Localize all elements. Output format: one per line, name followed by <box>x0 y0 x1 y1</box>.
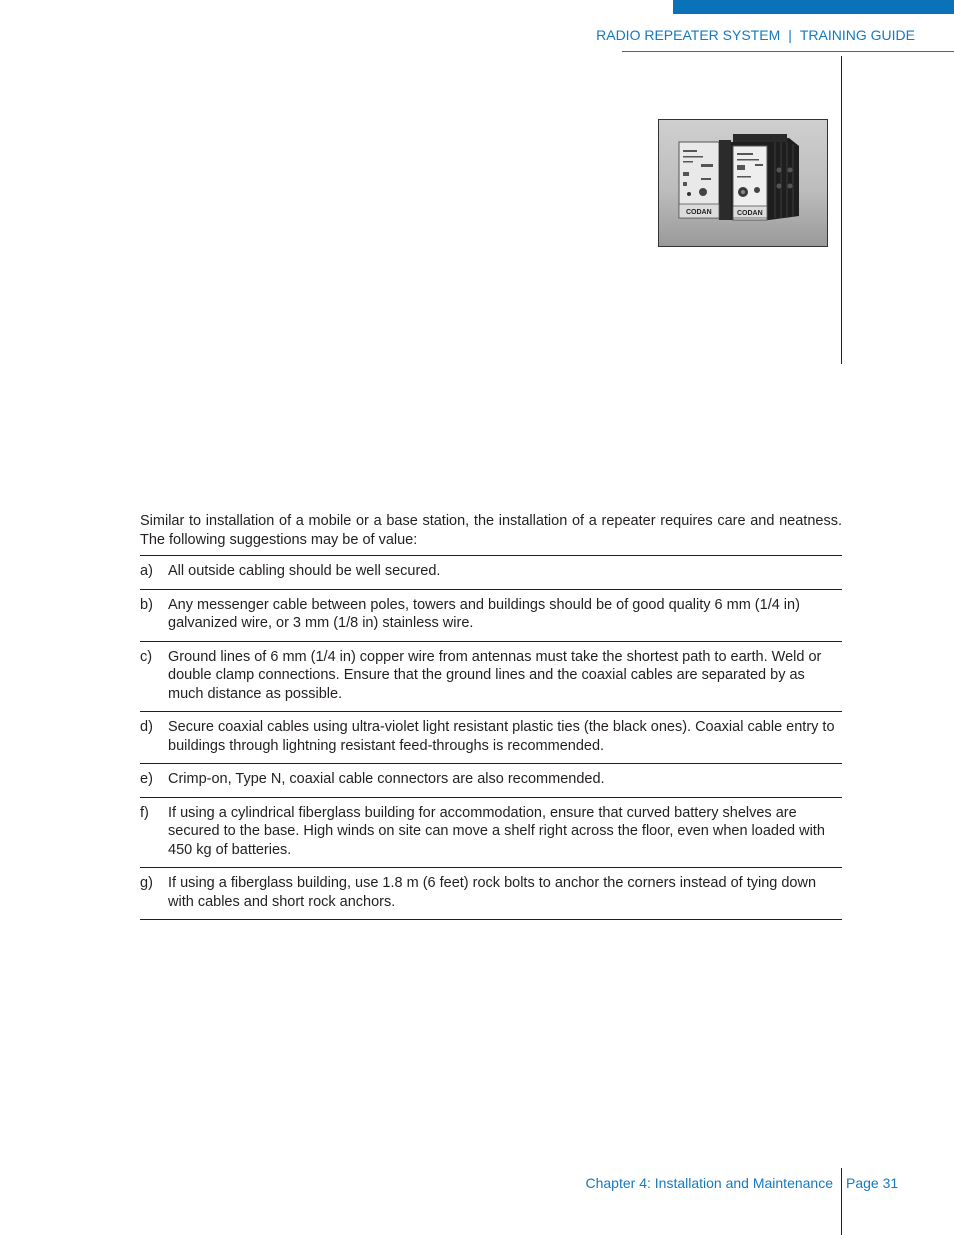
suggestions-list <box>140 555 842 920</box>
list-item-text: Secure coaxial cables using ultra-violet light resistant plastic ties (the black ones). Coaxial cable entry to buildings through lightning resistant feed-throughs is recommended. <box>168 719 835 754</box>
header-title: RADIO REPEATER SYSTEM <box>596 27 781 43</box>
left-unit-brand: CODAN <box>686 209 712 216</box>
footer-vertical-rule <box>841 1168 842 1235</box>
intro-paragraph: Similar to installation of a mobile or a base station, the installation of a repeater requires care and neatness. The following suggestions may be of value: <box>140 512 842 548</box>
list-item-marker: a) <box>140 563 153 579</box>
list-item-marker: c) <box>140 648 153 665</box>
list-item-marker: e) <box>140 771 153 787</box>
list-item-text: All outside cabling should be well secured. <box>168 563 441 579</box>
list-item-marker: f) <box>140 804 149 821</box>
header-separator: | <box>788 27 792 43</box>
repeater-equipment-photo <box>658 119 828 247</box>
running-header <box>560 27 915 43</box>
list-item-marker: g) <box>140 875 153 891</box>
list-item-text: Any messenger cable between poles, towers and buildings should be of good quality 6 mm (1/4 in) galvanized wire, or 3 mm (1/8 in) stainless wire. <box>168 596 800 631</box>
list-item <box>140 712 842 764</box>
list-item-text: If using a cylindrical fiberglass building for accommodation, ensure that curved battery shelves are secured to the base. High winds on site can move a shelf right across the floor, even when loaded with 450 kg of batteries. <box>168 804 825 858</box>
list-item <box>140 556 842 590</box>
header-rule <box>622 51 954 52</box>
list-item <box>140 590 842 642</box>
list-item-marker: d) <box>140 719 153 735</box>
list-item-text: Ground lines of 6 mm (1/4 in) copper wire from antennas must take the shortest path to earth. Weld or double clamp connections. Ensure that the ground lines and the coaxial cables are separated by as much distance as possible. <box>168 648 822 702</box>
repeater-units-illustration <box>659 120 827 246</box>
list-item-text: Crimp-on, Type N, coaxial cable connectors are also recommended. <box>168 771 605 787</box>
footer-chapter: Chapter 4: Installation and Maintenance <box>585 1175 833 1191</box>
header-subtitle: TRAINING GUIDE <box>799 27 915 43</box>
header-accent-bar <box>673 0 954 14</box>
list-item <box>140 798 842 869</box>
margin-vertical-rule <box>841 56 842 364</box>
list-item-text: If using a fiberglass building, use 1.8 m (6 feet) rock bolts to anchor the corners instead of tying down with cables and short rock anchors. <box>168 875 817 910</box>
list-item-marker: b) <box>140 596 153 613</box>
page-number: Page 31 <box>846 1175 899 1191</box>
list-item <box>140 868 842 920</box>
right-unit-brand: CODAN <box>737 210 763 217</box>
list-item <box>140 642 842 713</box>
list-item <box>140 764 842 798</box>
